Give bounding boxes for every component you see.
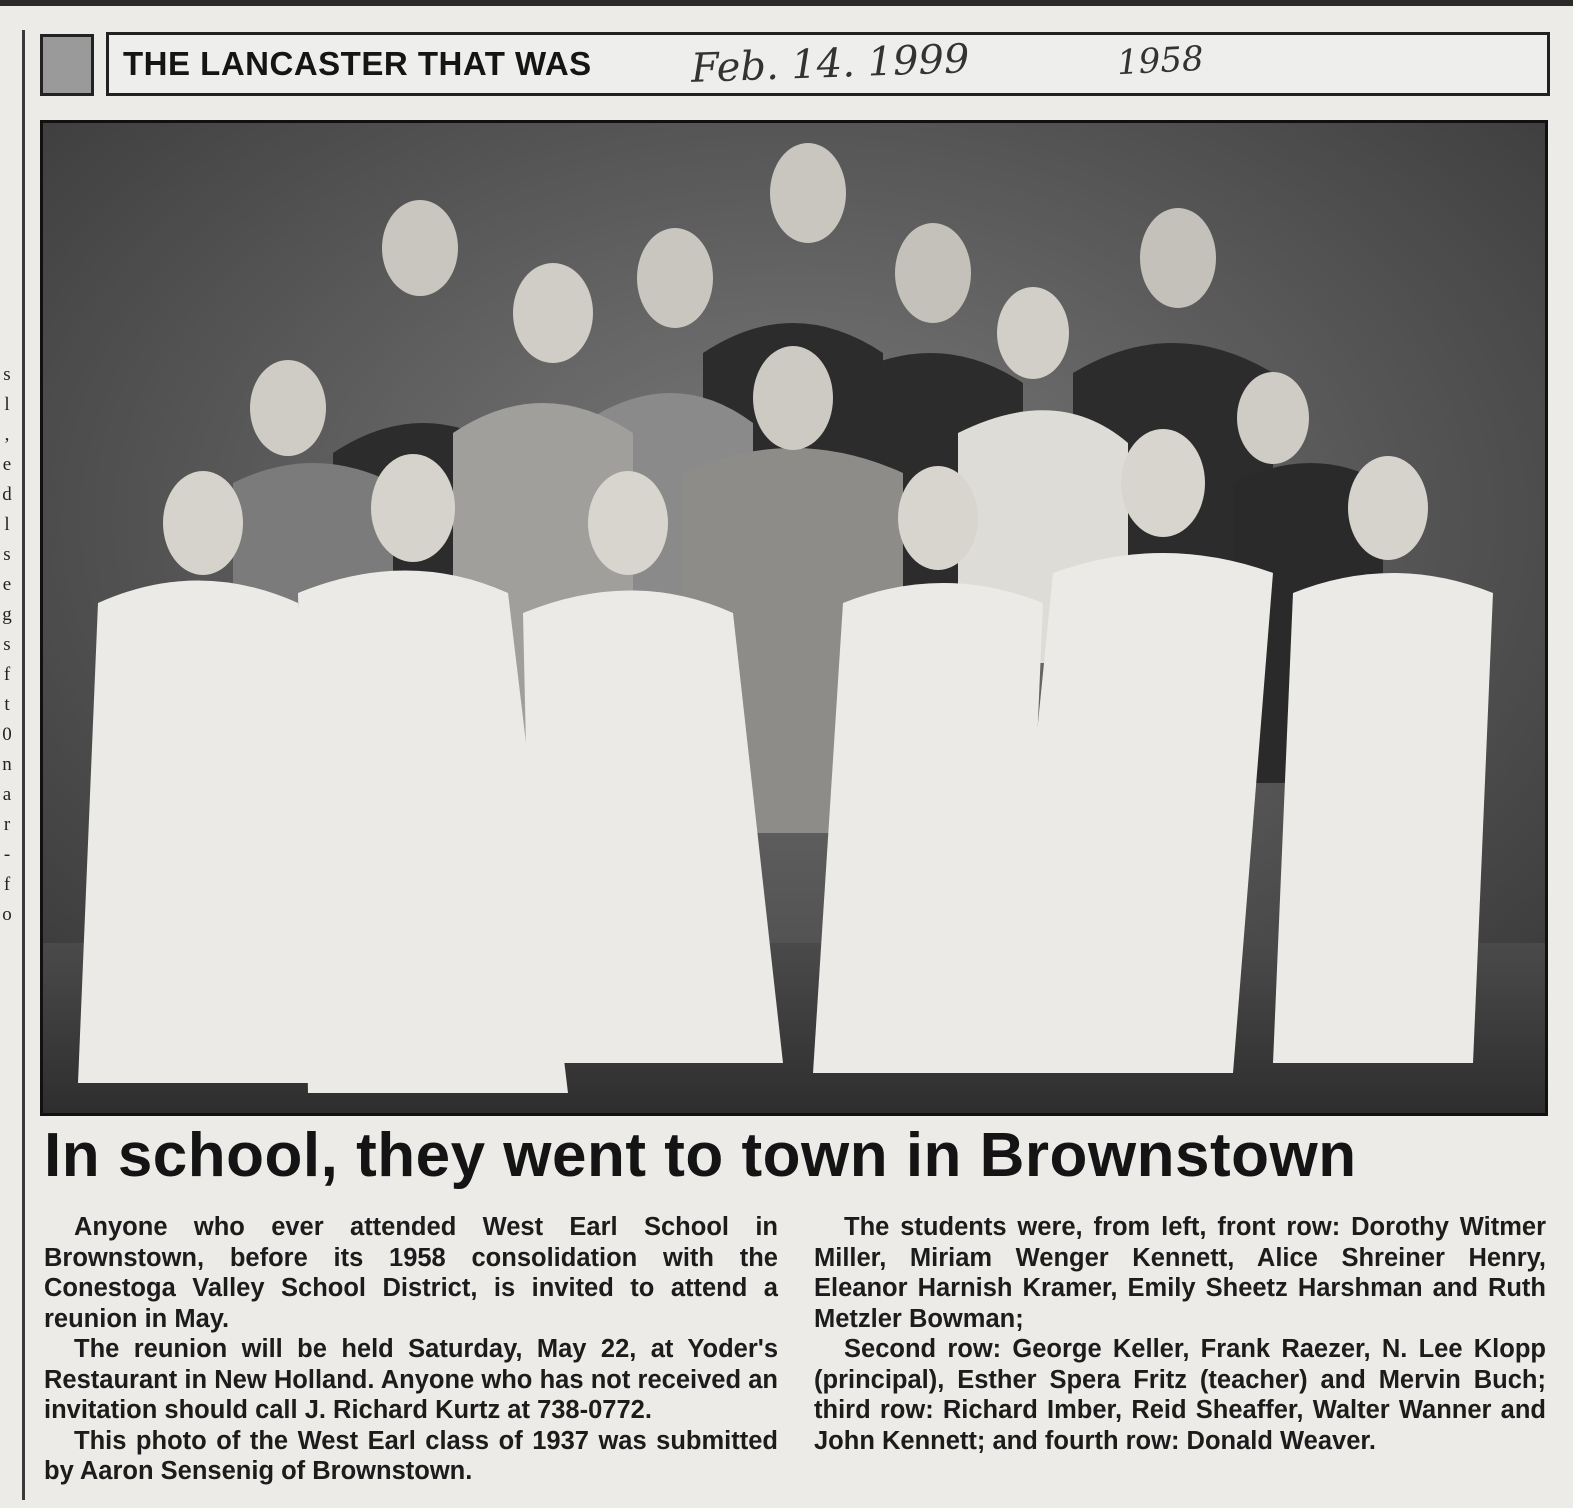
article-right-column — [814, 1212, 1546, 1456]
margin-fragment: e — [2, 454, 12, 475]
margin-fragment: a — [2, 784, 12, 805]
paragraph: This photo of the West Earl class of 1937 was submitted by Aaron Sensenig of Brownstown. — [44, 1426, 778, 1485]
top-rule — [0, 0, 1573, 6]
margin-fragment: d — [2, 484, 12, 505]
margin-fragment: g — [2, 604, 12, 625]
margin-fragment: e — [2, 574, 12, 595]
margin-fragment: , — [4, 424, 10, 445]
margin-fragment: s — [3, 364, 11, 385]
article-left-column — [44, 1212, 778, 1487]
margin-fragment: t — [4, 694, 10, 715]
margin-fragment: l — [4, 394, 10, 415]
handwritten-year: 1958 — [1116, 38, 1205, 84]
margin-fragment: f — [3, 874, 11, 895]
margin-fragment: - — [3, 844, 11, 865]
paragraph: The reunion will be held Saturday, May 22, at Yoder's Restaurant in New Holland. Anyone who has not received an invitation should call J. Richard Kurtz at 738-0772. — [44, 1335, 778, 1424]
margin-fragment: n — [2, 754, 12, 775]
margin-fragment: s — [3, 544, 11, 565]
paragraph: Anyone who ever attended West Earl School in Brownstown, before its 1958 consolidation with the Conestoga Valley School District, is invited to attend a reunion in May. — [44, 1213, 778, 1333]
paragraph: Second row: George Keller, Frank Raezer, N. Lee Klopp (principal), Esther Spera Fritz (teacher) and Mervin Buch; third row: Richard Imber, Reid Sheaffer, Walter Wanner and John Kennett; and fourth row: Donald Weaver. — [814, 1335, 1546, 1455]
column-rule — [22, 30, 25, 1500]
class-photo — [40, 120, 1548, 1116]
paragraph: The students were, from left, front row: Dorothy Witmer Miller, Miriam Wenger Kennett, Alice Shreiner Henry, Eleanor Harnish Kramer, Emily Sheetz Harshman and Ruth Metzler Bowman; — [814, 1213, 1546, 1333]
margin-fragment: l — [4, 514, 10, 535]
article-headline: In school, they went to town in Brownstown — [44, 1121, 1357, 1190]
margin-fragment: 0 — [2, 724, 12, 745]
column-title: THE LANCASTER THAT WAS — [123, 45, 592, 82]
section-marker — [40, 34, 94, 96]
margin-fragment: f — [3, 664, 11, 685]
margin-fragment: s — [3, 634, 11, 655]
handwritten-date: Feb. 14. 1999 — [690, 36, 971, 92]
margin-fragment: r — [3, 814, 11, 835]
margin-fragment: o — [2, 904, 12, 925]
column-header — [106, 32, 1550, 96]
class-photo-image — [43, 123, 1545, 1113]
adjacent-column-fragments — [0, 360, 14, 930]
